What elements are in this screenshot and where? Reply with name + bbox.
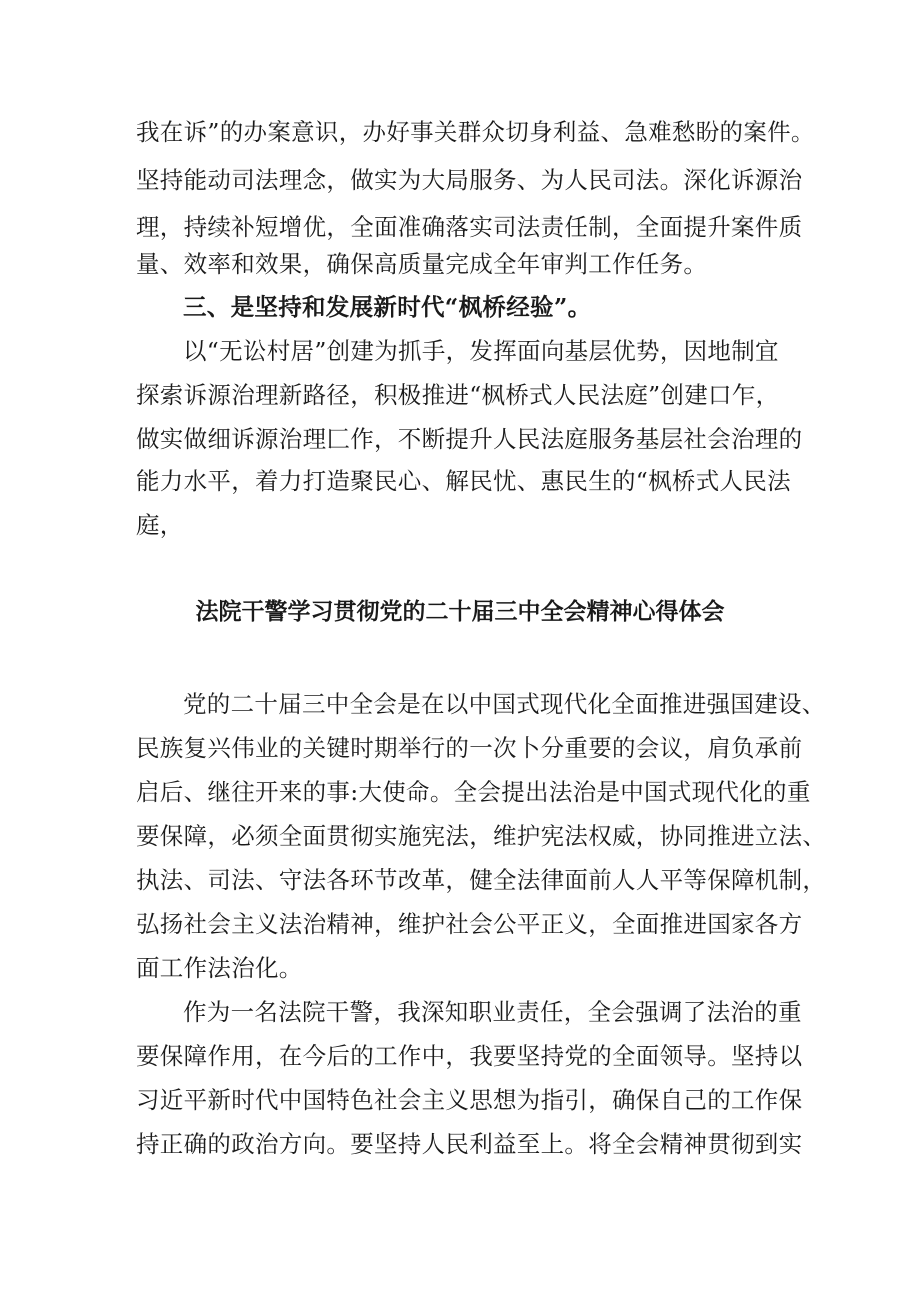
body-line: 理，持续补短增优，全面准确落实司法责任制，全面提升案件质 <box>136 213 803 241</box>
body-line: 要保障，必须全面贯彻实施宪法，维护宪法权威，协同推进立法、 <box>136 822 827 850</box>
body-line: 民族复兴伟业的关键时期举行的一次卜分重要的会议，肩负承前 <box>136 734 803 762</box>
body-line: 做实做细诉源治理匚作，不断提升人民法庭服务基层社会治理的 <box>136 425 803 453</box>
body-line: 我在诉”的办案意识，办好事关群众切身利益、急难愁盼的案件。 <box>136 118 815 146</box>
section-heading: 三、是坚持和发展新时代“枫桥经验”。 <box>183 293 592 321</box>
body-line: 要保障作用，在今后的工作中，我要坚持党的全面领导。坚持以 <box>136 1042 803 1070</box>
body-line: 以“无讼村居”创建为抓手，发挥面向基层优势，因地制宜 <box>183 337 779 365</box>
body-line: 持正确的政治方向。要坚持人民利益至上。将全会精神贯彻到实 <box>136 1130 803 1158</box>
body-line: 量、效率和效果，确保高质量完成全年审判工作任务。 <box>136 250 708 278</box>
body-line: 弘扬社会主义法治精神，维护社会公平正义，全面推进国家各方 <box>136 910 803 938</box>
body-line: 习近平新时代中国特色社会主义思想为指引，确保自己的工作保 <box>136 1086 803 1114</box>
body-line: 面工作法治化。 <box>136 954 303 982</box>
body-line: 坚持能动司法理念，做实为大局服务、为人民司法。深化诉源治 <box>136 166 803 194</box>
body-line: 执法、司法、守法各环节改革，健全法律面前人人平等保障机制， <box>136 866 827 894</box>
body-line: 党的二十届三中全会是在以中国式现代化全面推进强国建设、 <box>183 690 826 718</box>
body-line: 庭， <box>136 511 184 539</box>
body-line: 探索诉源治理新路径，积极推进“枫桥式人民法庭”创建口乍， <box>136 381 780 409</box>
body-line: 启后、继往开来的事:大使命。全会提出法治是中国式现代化的重 <box>136 778 811 806</box>
article-title: 法院干警学习贯彻党的二十届三中全会精神心得体会 <box>195 598 725 625</box>
body-line: 能力水平，着力打造聚民心、解民忧、惠民生的“枫桥式人民法 <box>136 467 791 495</box>
body-line: 作为一名法院干警，我深知职业责任，全会强调了法治的重 <box>183 998 802 1026</box>
